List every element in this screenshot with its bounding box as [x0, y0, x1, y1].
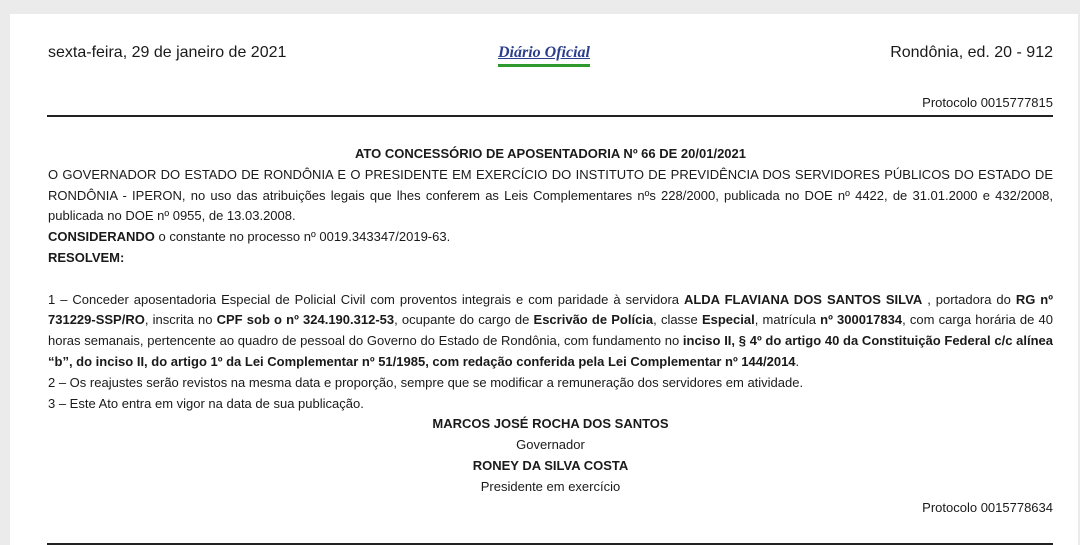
header-divider — [47, 115, 1053, 117]
act-title: ATO CONCESSÓRIO DE APOSENTADORIA Nº 66 DE 20/01/2021 — [354, 146, 746, 161]
header-edition: Rondônia, ed. 20 - 912 — [890, 44, 1053, 61]
cpf-number: CPF sob o nº 324.190.312-53 — [216, 312, 395, 328]
cargo: Escrivão de Polícia — [533, 312, 654, 328]
protocol-top: Protocolo 0015777815 — [922, 95, 1053, 110]
matricula: nº 300017834 — [820, 312, 903, 328]
item-2: 2 – Os reajustes serão revistos na mesma data e proporção, sempre que se modificar a remuneração dos servidores em atividade. — [48, 374, 804, 390]
classe: Especial — [701, 312, 755, 328]
servidora-name: ALDA FLAVIANA DOS SANTOS SILVA — [683, 291, 923, 307]
act-content — [48, 144, 1053, 518]
rg-number: RG nº 731229-SSP/RO — [48, 291, 1053, 328]
diario-oficial-logo[interactable]: Diário Oficial — [498, 44, 590, 67]
item-1: 1 – Conceder aposentadoria Especial de Policial Civil com proventos integrais e com paridade à servidora ALDA FLAVIANA DOS SANTOS SILVA , portadora do RG nº 731229-SSP/RO, inscrita no CPF sob o nº 324.190.312-53, ocupante do cargo de Escrivão de Polícia, classe Especial, matrícula nº 300017834, com carga horária de 40 horas semanais, pertencente ao quadro de pessoal do Governo do Estado de Rondônia, com fundamento no inciso II, § 4º do artigo 40 da Constituição Federal c/c alínea “b”, do inciso II, do artigo 1º da Lei Complementar nº 51/1985, com redação conferida pela Lei Complementar nº 144/2014. — [48, 291, 1054, 369]
signer-2-name: RONEY DA SILVA COSTA — [472, 457, 629, 473]
signer-2-role: Presidente em exercício — [480, 478, 621, 494]
considerando-paragraph — [48, 227, 1053, 248]
act-preamble: O GOVERNADOR DO ESTADO DE RONDÔNIA E O PRESIDENTE EM EXERCÍCIO DO INSTITUTO DE PREVIDÊNCIA DOS SERVIDORES PÚBLICOS DO ESTADO DE RONDÔNIA - IPERON, no uso das atribuições legais que lhes conferem as Leis Complementares nºs 228/2000, publicada no DOE nº 4422, de 31.01.2000 e 432/2008, publicada no DOE nº 0955, de 13.03.2008. — [48, 166, 1053, 224]
signer-1-role: Governador — [516, 437, 585, 453]
considerando-label: CONSIDERANDO — [48, 229, 155, 245]
paragraph-gap — [48, 269, 1053, 290]
signer-1-name: MARCOS JOSÉ ROCHA DOS SANTOS — [432, 416, 669, 432]
document-page — [10, 14, 1078, 545]
protocol-bottom: Protocolo 0015778634 — [922, 499, 1053, 515]
header-date: sexta-feira, 29 de janeiro de 2021 — [48, 44, 287, 61]
item-3: 3 – Este Ato entra em vigor na data de sua publicação. — [48, 395, 364, 411]
considerando-text: o constante no processo nº 0019.343347/2019-63. — [154, 229, 451, 245]
legal-basis: inciso II, § 4º do artigo 40 da Constituição Federal c/c alínea “b”, do inciso II, do artigo 1º da Lei Complementar nº 51/1985, com redação conferida pela Lei Complementar nº 144/2014 — [48, 333, 1054, 369]
resolvem-heading: RESOLVEM: — [48, 249, 125, 265]
